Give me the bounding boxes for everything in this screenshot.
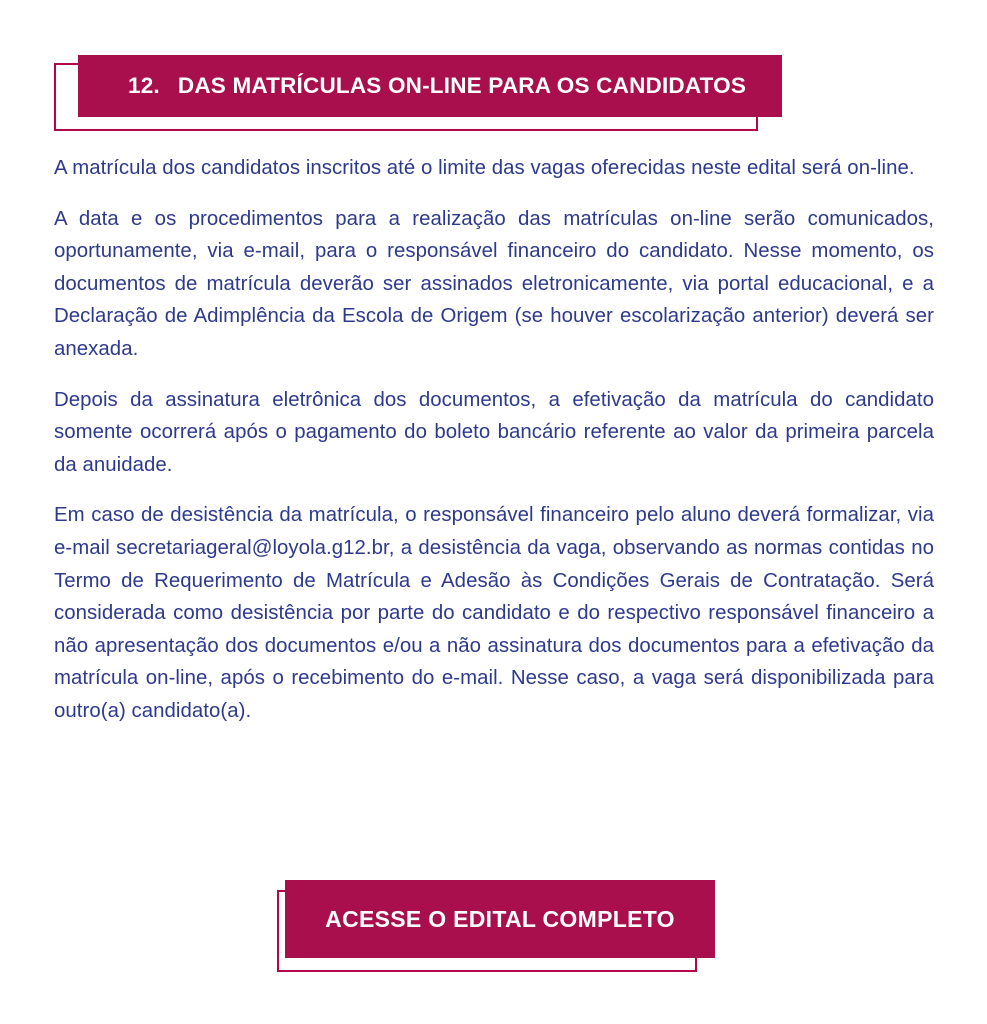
paragraph-2: A data e os procedimentos para a realização das matrículas on-line serão comunicados, oportunamente, via e-mail, para o responsável financeiro do candidato. Nesse momento, os documentos de matrícula deverão ser assinados eletronicamente, via portal educacional, e a Declaração de Adimplência da Escola de Origem (se houver escolarização anterior) deverá ser anexada. xyxy=(54,207,934,360)
section-title: DAS MATRÍCULAS ON-LINE PARA OS CANDIDATOS xyxy=(177,73,747,98)
paragraph-3: Depois da assinatura eletrônica dos documentos, a efetivação da matrícula do candidato somente ocorrerá após o pagamento do boleto bancário referente ao valor da primeira parcela da anuidade. xyxy=(54,388,934,476)
section-heading xyxy=(54,55,764,133)
acesse-o-edital-completo-button[interactable]: ACESSE O EDITAL COMPLETO xyxy=(285,880,715,958)
paragraph-1: A matrícula dos candidatos inscritos até o limite das vagas oferecidas neste edital será on-line. xyxy=(54,157,915,179)
heading-bar xyxy=(78,55,782,117)
cta-container xyxy=(277,880,717,980)
body-content xyxy=(54,152,934,728)
paragraph-4: Em caso de desistência da matrícula, o responsável financeiro pelo aluno deverá formalizar, via e-mail secretariageral@loyola.g12.br, a desistência da vaga, observando as normas contidas no Termo de Requerimento de Matrícula e Adesão às Condições Gerais de Contratação. Será considerada como desistência por parte do candidato e do respectivo responsável financeiro a não apresentação dos documentos e/ou a não assinatura dos documentos para a efetivação da matrícula on-line, após o recebimento do e-mail. Nesse caso, a vaga será disponibilizada para outro(a) candidato(a). xyxy=(54,504,934,722)
section-number: 12. xyxy=(128,73,160,98)
